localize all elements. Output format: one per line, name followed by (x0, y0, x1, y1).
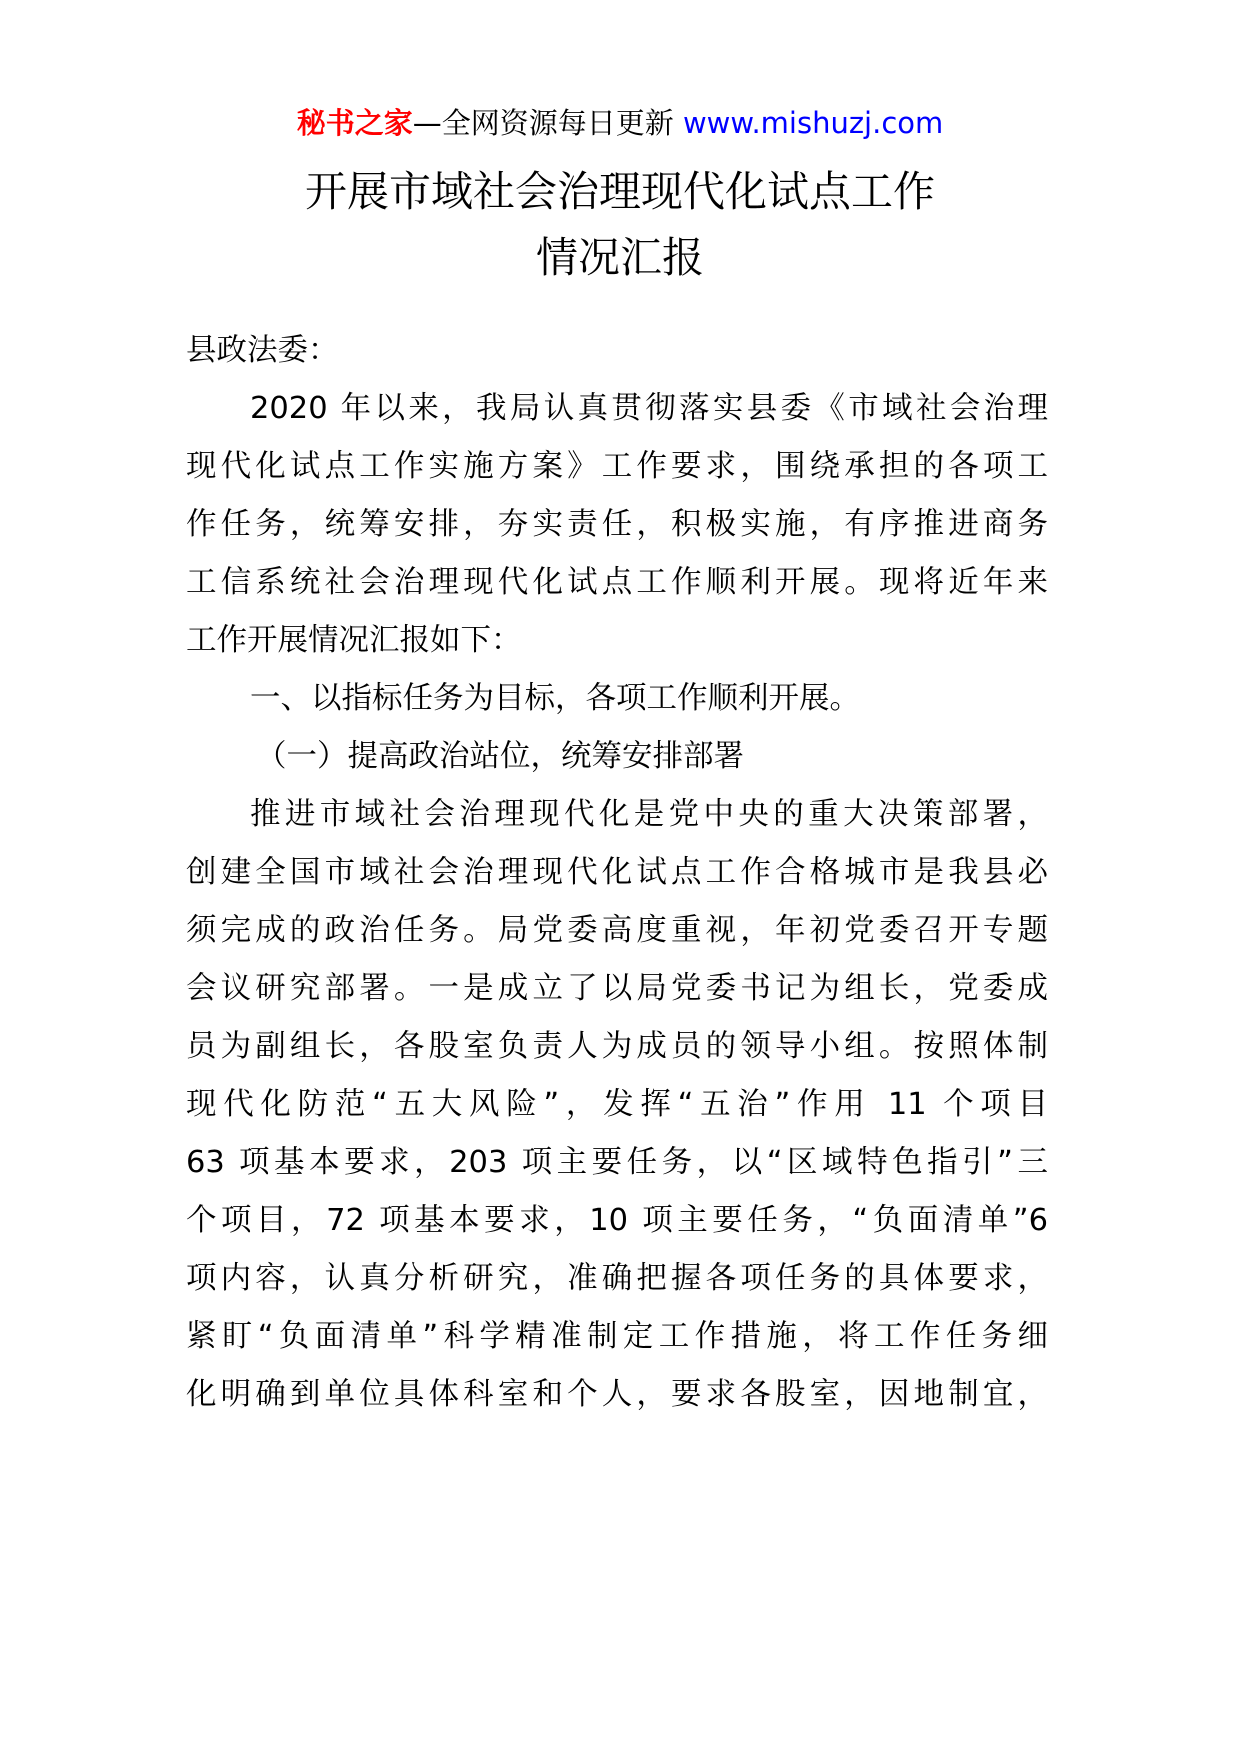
paragraph-line: 作任务，统筹安排，夯实责任，积极实施，有序推进商务 (186, 507, 1048, 542)
paragraph-line: 员为副组长，各股室负责人为成员的领导小组。按照体制 (186, 1029, 1048, 1064)
document-title-line-2: 情况汇报 (535, 233, 704, 282)
salutation: 县政法委： (186, 333, 339, 368)
paragraph-line: 紧盯“负面清单”科学精准制定工作措施，将工作任务细 (186, 1319, 1048, 1354)
paragraph-line: 63 项基本要求，203 项主要任务，以“区域特色指引”三 (186, 1145, 1048, 1180)
paragraph-line: 推进市域社会治理现代化是党中央的重大决策部署， (250, 797, 1048, 832)
paragraph-line: 工信系统社会治理现代化试点工作顺利开展。现将近年来 (186, 565, 1048, 600)
site-url-link[interactable]: www.mishuzj.com (682, 106, 944, 140)
paragraph-line: 创建全国市域社会治理现代化试点工作合格城市是我县必 (186, 855, 1048, 890)
site-header (0, 100, 1240, 146)
paragraph-line: 须完成的政治任务。局党委高度重视，年初党委召开专题 (186, 913, 1048, 948)
section-heading: 一、以指标任务为目标，各项工作顺利开展。 (250, 681, 860, 716)
paragraph-line: 化明确到单位具体科室和个人，要求各股室，因地制宜， (186, 1377, 1048, 1412)
paragraph-line: 2020 年以来，我局认真贯彻落实县委《市域社会治理 (250, 391, 1048, 426)
document-body (186, 322, 1048, 1424)
brand-name: 秘书之家 (296, 106, 413, 140)
paragraph-line: 个项目，72 项基本要求，10 项主要任务，“负面清单”6 (186, 1203, 1048, 1238)
paragraph-line: 现代化试点工作实施方案》工作要求，围绕承担的各项工 (186, 449, 1048, 484)
header-tagline: —全网资源每日更新 (412, 106, 674, 140)
paragraph-line: 会议研究部署。一是成立了以局党委书记为组长，党委成 (186, 971, 1048, 1006)
paragraph-line: 项内容，认真分析研究，准确把握各项任务的具体要求， (186, 1261, 1048, 1296)
paragraph-line: 现代化防范“五大风险”，发挥“五治”作用 11 个项目 (186, 1087, 1048, 1122)
paragraph-line: 工作开展情况汇报如下： (186, 623, 522, 658)
subsection-heading: （一）提高政治站位，统筹安排部署 (256, 739, 744, 774)
document-title-line-1: 开展市域社会治理现代化试点工作 (304, 167, 935, 216)
